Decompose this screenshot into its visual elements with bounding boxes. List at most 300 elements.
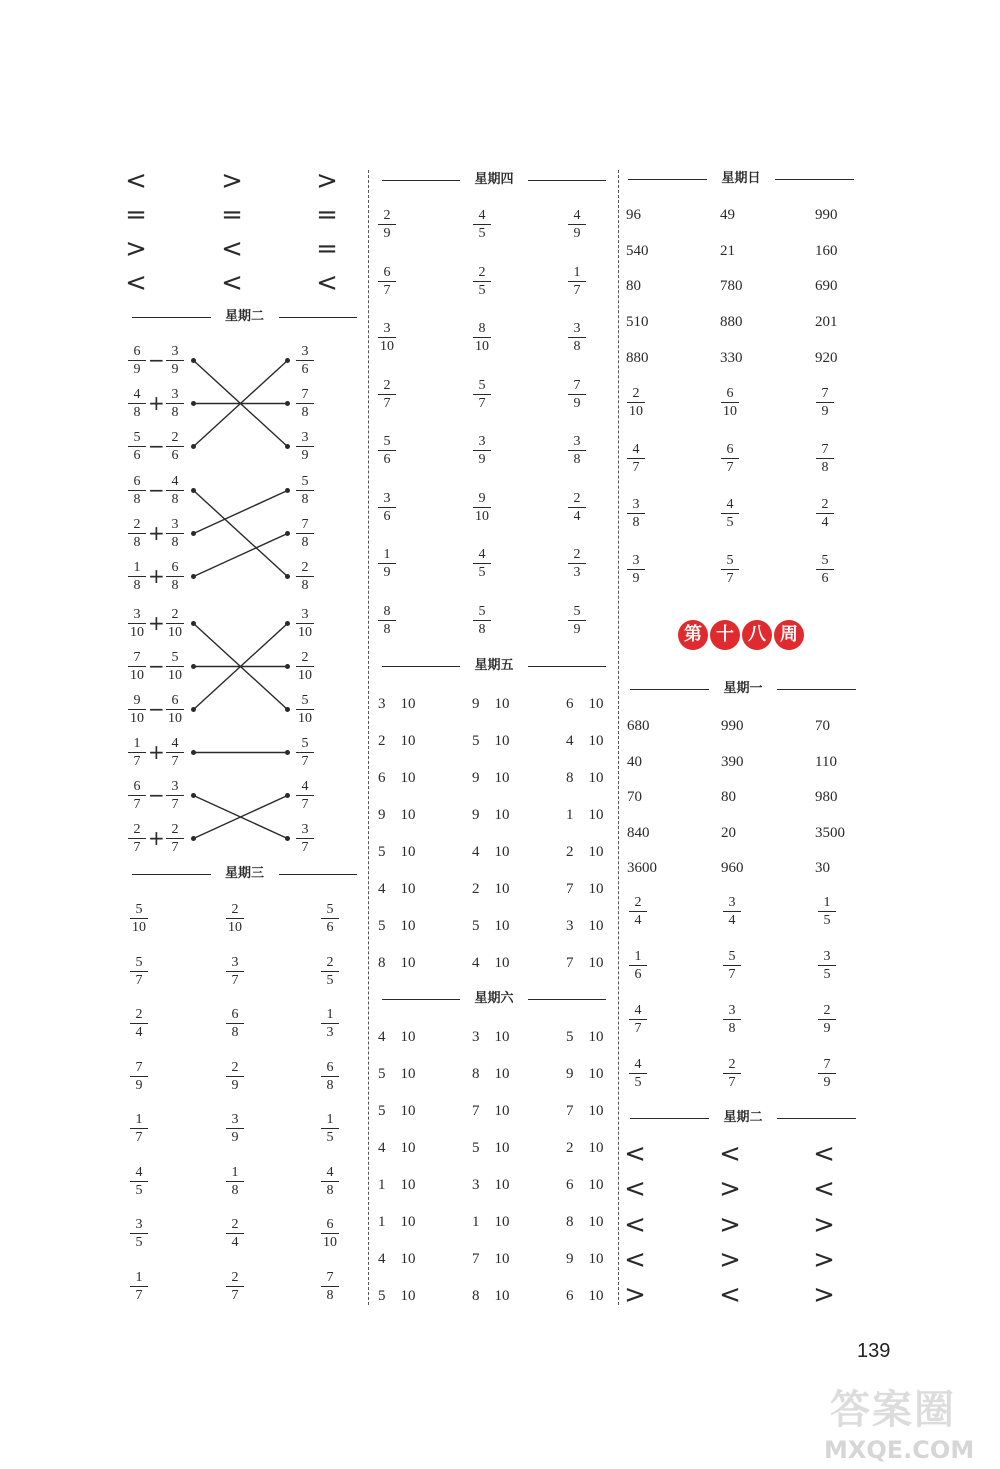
- answer-pair: 5 10: [472, 733, 510, 749]
- denominator: 8: [478, 621, 486, 637]
- answer-pair: 9 10: [566, 1066, 604, 1082]
- header-rule: [382, 180, 460, 181]
- fraction-bar: [321, 1023, 339, 1024]
- fraction-bar: [723, 1019, 741, 1020]
- answer-number: 880: [626, 349, 649, 366]
- numerator: 9: [133, 693, 141, 708]
- comparison-symbol: >: [125, 234, 147, 264]
- denominator: 5: [478, 226, 486, 241]
- answer-number: 330: [720, 349, 743, 366]
- operator: +: [148, 826, 165, 850]
- page-number: 139: [857, 1340, 891, 1362]
- numerator: 3: [728, 1003, 736, 1018]
- day-header: [382, 989, 606, 1009]
- fraction-bar: [473, 337, 491, 338]
- expression-fraction: [128, 693, 146, 726]
- numerator: 1: [634, 949, 642, 964]
- numerator: 3: [573, 434, 581, 449]
- fraction: [629, 1003, 647, 1036]
- answer-pair: 7 10: [472, 1103, 510, 1119]
- fraction-bar: [128, 403, 146, 404]
- week-badge: [678, 620, 804, 650]
- fraction-bar: [296, 623, 314, 624]
- numerator: 6: [171, 560, 179, 575]
- result-fraction: [296, 779, 314, 812]
- numerator: 5: [135, 954, 143, 970]
- numerator: 9: [478, 490, 486, 506]
- numerator: 2: [383, 208, 391, 223]
- answer-pair: 5 10: [378, 1288, 416, 1304]
- fraction-bar: [473, 224, 491, 225]
- day-title: 星期日: [721, 171, 761, 186]
- expression-fraction: [128, 517, 146, 550]
- fraction-bar: [296, 838, 314, 839]
- expression-fraction: [128, 779, 146, 812]
- expression-fraction: [166, 344, 184, 377]
- numerator: 7: [326, 1269, 334, 1285]
- fraction-bar: [723, 1073, 741, 1074]
- expression-fraction: [166, 607, 184, 640]
- answer-number: 680: [627, 718, 650, 734]
- fraction-bar: [473, 281, 491, 282]
- answer-number: 40: [627, 753, 642, 770]
- numerator: 4: [478, 547, 486, 562]
- fraction-bar: [166, 360, 184, 361]
- answer-pair: 1 10: [472, 1214, 510, 1230]
- link-dot: [285, 574, 290, 579]
- result-fraction: [296, 607, 314, 640]
- answer-number: 80: [721, 789, 736, 805]
- fraction: [568, 321, 586, 354]
- fraction: [378, 547, 396, 580]
- answer-pair: 5 10: [378, 1066, 416, 1082]
- answer-pair: 9 10: [566, 1251, 604, 1267]
- result-fraction: [296, 344, 314, 377]
- fraction: [378, 491, 396, 524]
- fraction: [629, 949, 647, 982]
- day-title: 星期四: [474, 172, 514, 187]
- fraction-bar: [166, 403, 184, 404]
- fraction: [816, 553, 834, 586]
- answer-number: 80: [626, 278, 641, 295]
- fraction: [130, 1270, 148, 1303]
- fraction-bar: [321, 1076, 339, 1077]
- denominator: 10: [475, 508, 489, 524]
- fraction: [629, 895, 647, 928]
- fraction: [568, 208, 586, 241]
- numerator: 1: [135, 1269, 143, 1285]
- denominator: 8: [171, 492, 179, 507]
- fraction: [130, 1112, 148, 1145]
- header-rule: [528, 666, 606, 667]
- denominator: 6: [634, 967, 642, 982]
- numerator: 5: [726, 552, 734, 568]
- numerator: 5: [135, 902, 143, 917]
- answer-pair: 3 10: [472, 1177, 510, 1193]
- numerator: 2: [326, 954, 334, 970]
- numerator: 3: [573, 321, 581, 336]
- fraction: [130, 1060, 148, 1093]
- fraction: [473, 378, 491, 411]
- numerator: 5: [133, 430, 141, 445]
- fraction: [721, 553, 739, 586]
- answer-pair: 4 10: [566, 733, 604, 749]
- answer-pair: 5 10: [378, 918, 416, 934]
- expression-fraction: [166, 736, 184, 769]
- fraction: [378, 321, 396, 354]
- denominator: 7: [231, 972, 239, 988]
- answer-pair: 6 10: [566, 1288, 604, 1304]
- link-dot: [285, 488, 290, 493]
- denominator: 8: [632, 515, 640, 530]
- comparison-symbol: =: [316, 234, 338, 264]
- fraction: [627, 497, 645, 530]
- denominator: 8: [231, 1025, 239, 1040]
- fraction-bar: [378, 450, 396, 451]
- result-fraction: [296, 822, 314, 855]
- fraction-bar: [130, 918, 148, 919]
- operator: −: [148, 654, 165, 678]
- fraction-bar: [128, 360, 146, 361]
- numerator: 4: [171, 474, 179, 489]
- fraction-bar: [818, 965, 836, 966]
- link-dot: [191, 531, 196, 536]
- fraction: [568, 604, 586, 637]
- fraction-bar: [296, 446, 314, 447]
- answer-number: 780: [720, 278, 743, 295]
- fraction-bar: [816, 402, 834, 403]
- fraction-bar: [473, 563, 491, 564]
- denominator: 7: [301, 797, 309, 812]
- numerator: 6: [133, 474, 141, 489]
- denominator: 7: [573, 282, 581, 298]
- fraction: [816, 386, 834, 419]
- fraction: [721, 497, 739, 530]
- denominator: 8: [133, 405, 141, 420]
- answer-pair: 4 10: [378, 1029, 416, 1045]
- day-header: [382, 170, 606, 190]
- denominator: 3: [573, 565, 581, 580]
- numerator: 4: [573, 208, 581, 223]
- answer-number: 880: [720, 314, 743, 331]
- numerator: 1: [133, 560, 141, 575]
- denominator: 9: [821, 404, 829, 419]
- operator: −: [148, 348, 165, 372]
- header-rule: [382, 666, 460, 667]
- day-title: 星期二: [224, 309, 264, 324]
- fraction-bar: [321, 1181, 339, 1182]
- denominator: 10: [168, 668, 182, 683]
- denominator: 9: [573, 621, 581, 637]
- answer-pair: 2 10: [566, 844, 604, 860]
- fraction-bar: [296, 666, 314, 667]
- numerator: 3: [135, 1217, 143, 1232]
- link-dot: [191, 401, 196, 406]
- denominator: 7: [133, 840, 141, 855]
- denominator: 8: [326, 1287, 334, 1303]
- link-dot: [285, 621, 290, 626]
- fraction: [627, 442, 645, 475]
- denominator: 5: [478, 282, 486, 298]
- comparison-symbol: =: [316, 200, 338, 230]
- numerator: 6: [726, 386, 734, 401]
- denominator: 6: [133, 448, 141, 463]
- numerator: 5: [728, 949, 736, 964]
- numerator: 2: [301, 560, 309, 575]
- denominator: 6: [383, 508, 391, 524]
- fraction-bar: [723, 911, 741, 912]
- denominator: 9: [573, 226, 581, 241]
- operator: −: [148, 434, 165, 458]
- expression-fraction: [166, 822, 184, 855]
- fraction-bar: [378, 563, 396, 564]
- fraction: [226, 1007, 244, 1040]
- denominator: 7: [133, 754, 141, 769]
- denominator: 9: [573, 395, 581, 411]
- denominator: 9: [171, 362, 179, 377]
- denominator: 8: [573, 452, 581, 467]
- denominator: 5: [823, 913, 831, 928]
- fraction-bar: [128, 490, 146, 491]
- denominator: 7: [301, 754, 309, 769]
- expression-fraction: [128, 430, 146, 463]
- fraction-bar: [627, 513, 645, 514]
- fraction-bar: [166, 709, 184, 710]
- answer-pair: 6 10: [378, 770, 416, 786]
- comparison-symbol: =: [221, 200, 243, 230]
- numerator: 2: [573, 547, 581, 562]
- denominator: 9: [231, 1130, 239, 1145]
- denominator: 7: [478, 395, 486, 411]
- numerator: 7: [823, 1057, 831, 1072]
- denominator: 10: [130, 668, 144, 683]
- fraction: [378, 604, 396, 637]
- expression-fraction: [166, 650, 184, 683]
- fraction-bar: [818, 911, 836, 912]
- expression-fraction: [166, 474, 184, 507]
- denominator: 10: [323, 1235, 337, 1250]
- numerator: 6: [231, 1007, 239, 1022]
- denominator: 5: [135, 1235, 143, 1250]
- answer-pair: 2 10: [378, 733, 416, 749]
- comparison-symbol: >: [316, 166, 338, 196]
- day-header: [630, 1108, 856, 1128]
- denominator: 9: [135, 1077, 143, 1093]
- numerator: 6: [133, 779, 141, 794]
- numerator: 5: [573, 603, 581, 619]
- answer-pair: 8 10: [566, 1214, 604, 1230]
- denominator: 5: [634, 1075, 642, 1090]
- fraction: [226, 1112, 244, 1145]
- fraction: [818, 895, 836, 928]
- answer-number: 990: [815, 207, 838, 223]
- answer-pair: 5 10: [472, 1140, 510, 1156]
- expression-fraction: [166, 693, 184, 726]
- link-dot: [191, 358, 196, 363]
- fraction: [321, 902, 339, 935]
- numerator: 3: [171, 517, 179, 532]
- denominator: 8: [326, 1077, 334, 1093]
- denominator: 9: [632, 570, 640, 586]
- denominator: 10: [298, 668, 312, 683]
- denominator: 7: [135, 1130, 143, 1145]
- comparison-symbol: >: [813, 1244, 835, 1275]
- denominator: 8: [133, 578, 141, 593]
- denominator: 7: [726, 459, 734, 475]
- matching-line: [194, 534, 288, 577]
- numerator: 7: [301, 387, 309, 402]
- answer-number: 160: [815, 242, 838, 259]
- answer-number: 201: [815, 314, 838, 331]
- fraction: [130, 955, 148, 988]
- numerator: 3: [171, 779, 179, 794]
- numerator: 2: [231, 1059, 239, 1075]
- fraction-bar: [296, 533, 314, 534]
- numerator: 2: [135, 1007, 143, 1022]
- numerator: 2: [171, 822, 179, 837]
- fraction: [130, 902, 148, 935]
- denominator: 9: [231, 1077, 239, 1093]
- fraction-bar: [378, 507, 396, 508]
- answer-pair: 6 10: [566, 1177, 604, 1193]
- denominator: 9: [478, 452, 486, 467]
- header-rule: [630, 689, 709, 690]
- denominator: 8: [171, 535, 179, 550]
- numerator: 2: [171, 430, 179, 445]
- comparison-symbol: <: [624, 1174, 646, 1205]
- denominator: 9: [133, 362, 141, 377]
- fraction-bar: [128, 446, 146, 447]
- header-rule: [382, 999, 460, 1000]
- fraction-bar: [568, 450, 586, 451]
- answer-pair: 7 10: [566, 955, 604, 971]
- day-header: [132, 864, 357, 884]
- fraction: [226, 1217, 244, 1250]
- numerator: 2: [478, 264, 486, 280]
- fraction: [321, 1165, 339, 1198]
- denominator: 10: [130, 625, 144, 640]
- numerator: 2: [634, 895, 642, 910]
- denominator: 7: [135, 1287, 143, 1303]
- numerator: 2: [821, 497, 829, 512]
- numerator: 4: [632, 441, 640, 457]
- fraction: [723, 949, 741, 982]
- fraction: [321, 1217, 339, 1250]
- answer-pair: 4 10: [472, 844, 510, 860]
- header-rule: [777, 689, 856, 690]
- denominator: 6: [171, 448, 179, 463]
- denominator: 6: [301, 362, 309, 377]
- numerator: 7: [573, 377, 581, 393]
- link-dot: [285, 531, 290, 536]
- fraction-bar: [296, 360, 314, 361]
- numerator: 5: [383, 434, 391, 449]
- answer-number: 3600: [627, 860, 657, 876]
- fraction: [627, 386, 645, 419]
- fraction: [818, 1003, 836, 1036]
- fraction-bar: [130, 1181, 148, 1182]
- fraction-bar: [627, 402, 645, 403]
- fraction-bar: [721, 513, 739, 514]
- fraction-bar: [296, 490, 314, 491]
- fraction-bar: [723, 965, 741, 966]
- denominator: 4: [634, 913, 642, 928]
- answer-pair: 9 10: [472, 696, 510, 712]
- denominator: 10: [298, 625, 312, 640]
- fraction: [818, 1057, 836, 1090]
- comparison-symbol: >: [719, 1244, 741, 1275]
- denominator: 10: [168, 711, 182, 726]
- denominator: 8: [728, 1021, 736, 1036]
- expression-fraction: [128, 474, 146, 507]
- fraction-bar: [130, 1023, 148, 1024]
- answer-pair: 1 10: [378, 1214, 416, 1230]
- comparison-symbol: <: [624, 1139, 646, 1169]
- numerator: 3: [632, 552, 640, 568]
- denominator: 10: [298, 711, 312, 726]
- answer-pair: 8 10: [472, 1066, 510, 1082]
- header-rule: [279, 874, 358, 875]
- denominator: 8: [301, 492, 309, 507]
- numerator: 4: [301, 779, 309, 794]
- answer-pair: 1 10: [566, 807, 604, 823]
- numerator: 4: [133, 387, 141, 402]
- fraction: [321, 1060, 339, 1093]
- watermark-logo: [820, 1378, 990, 1466]
- fraction: [321, 1270, 339, 1303]
- fraction-bar: [166, 623, 184, 624]
- comparison-symbol: <: [125, 166, 147, 196]
- answer-number: 30: [815, 860, 830, 876]
- fraction: [473, 491, 491, 524]
- matching-line: [194, 491, 288, 534]
- numerator: 2: [573, 490, 581, 506]
- denominator: 6: [383, 452, 391, 467]
- numerator: 1: [573, 264, 581, 280]
- answer-pair: 3 10: [566, 918, 604, 934]
- fraction: [723, 1003, 741, 1036]
- fraction: [473, 208, 491, 241]
- answer-pair: 4 10: [378, 881, 416, 897]
- numerator: 2: [171, 607, 179, 622]
- fraction: [721, 386, 739, 419]
- numerator: 3: [632, 497, 640, 512]
- header-rule: [775, 179, 854, 180]
- answer-number: 21: [720, 242, 735, 259]
- numerator: 2: [231, 902, 239, 917]
- day-title: 星期六: [474, 991, 514, 1006]
- numerator: 3: [383, 321, 391, 336]
- numerator: 1: [823, 895, 831, 910]
- comparison-symbol: >: [813, 1280, 835, 1311]
- result-fraction: [296, 693, 314, 726]
- denominator: 10: [723, 404, 737, 419]
- fraction-bar: [226, 918, 244, 919]
- fraction-bar: [166, 446, 184, 447]
- header-rule: [132, 874, 211, 875]
- fraction: [723, 895, 741, 928]
- answer-pair: 8 10: [472, 1288, 510, 1304]
- denominator: 10: [132, 920, 146, 935]
- numerator: 5: [478, 377, 486, 393]
- numerator: 6: [726, 441, 734, 457]
- numerator: 2: [133, 517, 141, 532]
- numerator: 2: [728, 1057, 736, 1072]
- numerator: 4: [634, 1057, 642, 1072]
- link-dot: [191, 621, 196, 626]
- comparison-symbol: >: [813, 1209, 835, 1240]
- fraction-bar: [378, 337, 396, 338]
